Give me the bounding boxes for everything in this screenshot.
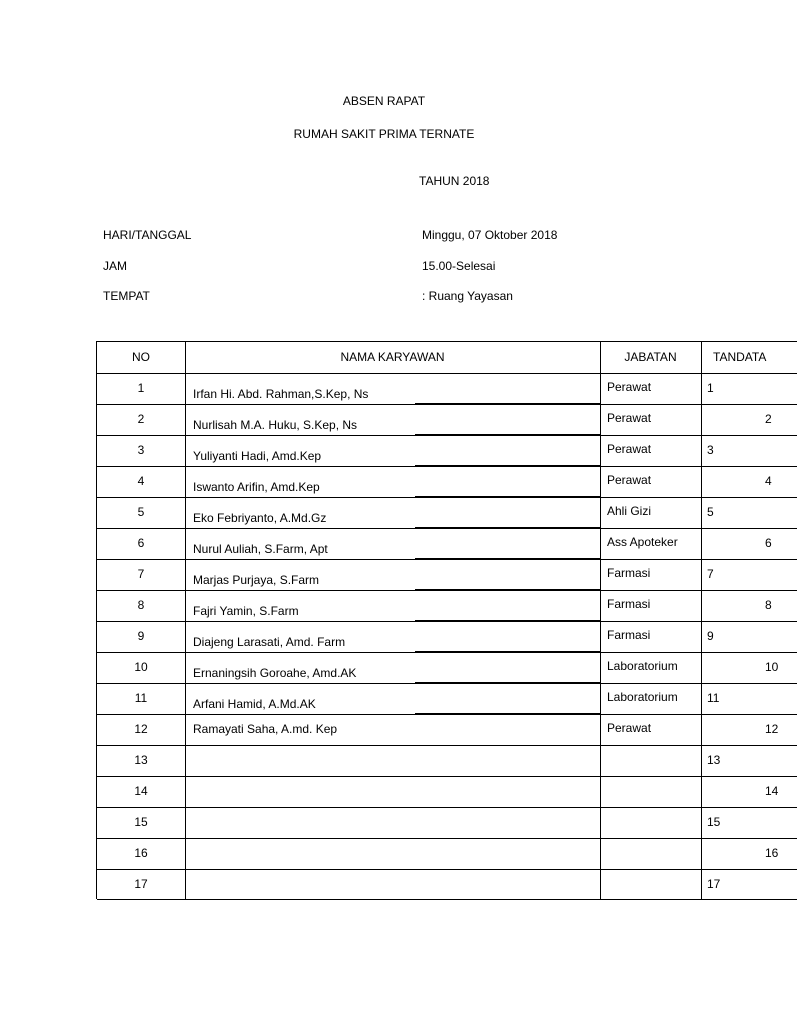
employee-position: Farmasi bbox=[607, 597, 651, 611]
row-divider bbox=[97, 714, 797, 715]
employee-position: Farmasi bbox=[607, 566, 651, 580]
table-bottom-border bbox=[97, 899, 797, 900]
signature-number: 10 bbox=[765, 660, 779, 674]
signature-number: 1 bbox=[707, 381, 714, 395]
signature-number: 7 bbox=[707, 567, 714, 581]
row-divider bbox=[97, 869, 797, 870]
employee-position: Perawat bbox=[607, 442, 652, 456]
info-label-date: HARI/TANGGAL bbox=[103, 228, 192, 242]
document-title: ABSEN RAPAT bbox=[342, 94, 426, 108]
row-divider bbox=[97, 807, 797, 808]
signature-number: 6 bbox=[765, 536, 772, 550]
row-divider bbox=[97, 466, 797, 467]
row-divider bbox=[97, 404, 797, 405]
row-number: 4 bbox=[137, 474, 145, 488]
row-divider bbox=[97, 590, 797, 591]
signature-number: 9 bbox=[707, 629, 714, 643]
row-number: 13 bbox=[134, 753, 148, 767]
employee-position: Perawat bbox=[607, 473, 652, 487]
employee-name: Arfani Hamid, A.Md.AK bbox=[193, 697, 316, 711]
row-divider bbox=[97, 559, 797, 560]
signature-number: 2 bbox=[765, 412, 772, 426]
row-number: 7 bbox=[137, 567, 145, 581]
header-no: NO bbox=[132, 350, 150, 364]
row-divider bbox=[97, 776, 797, 777]
signature-number: 14 bbox=[765, 784, 779, 798]
signature-number: 17 bbox=[707, 877, 721, 891]
info-label-time: JAM bbox=[103, 259, 127, 273]
header-position: JABATAN bbox=[624, 350, 677, 364]
row-number: 3 bbox=[137, 443, 145, 457]
row-number: 8 bbox=[137, 598, 145, 612]
employee-name: Nurlisah M.A. Huku, S.Kep, Ns bbox=[193, 418, 358, 432]
row-number: 17 bbox=[134, 877, 148, 891]
row-number: 9 bbox=[137, 629, 145, 643]
header-name: NAMA KARYAWAN bbox=[340, 350, 445, 364]
row-number: 6 bbox=[137, 536, 145, 550]
info-value-date: Minggu, 07 Oktober 2018 bbox=[422, 228, 558, 242]
signature-number: 4 bbox=[765, 474, 772, 488]
row-divider bbox=[97, 838, 797, 839]
row-divider bbox=[97, 683, 797, 684]
employee-name: Yuliyanti Hadi, Amd.Kep bbox=[193, 449, 322, 463]
row-divider bbox=[97, 528, 797, 529]
employee-position: Ahli Gizi bbox=[607, 504, 652, 518]
employee-position: Ass Apoteker bbox=[607, 535, 678, 549]
signature-number: 15 bbox=[707, 815, 721, 829]
row-number: 1 bbox=[137, 381, 145, 395]
row-number: 5 bbox=[137, 505, 145, 519]
employee-name: Irfan Hi. Abd. Rahman,S.Kep, Ns bbox=[193, 387, 369, 401]
row-number: 15 bbox=[134, 815, 148, 829]
signature-number: 5 bbox=[707, 505, 714, 519]
signature-number: 16 bbox=[765, 846, 779, 860]
employee-name: Iswanto Arifin, Amd.Kep bbox=[193, 480, 320, 494]
header-signature: TANDATA bbox=[713, 350, 767, 364]
employee-name: Fajri Yamin, S.Farm bbox=[193, 604, 299, 618]
row-divider bbox=[97, 497, 797, 498]
employee-position: Laboratorium bbox=[607, 690, 678, 704]
info-label-place: TEMPAT bbox=[103, 289, 150, 303]
employee-name: Marjas Purjaya, S.Farm bbox=[193, 573, 320, 587]
info-value-time: 15.00-Selesai bbox=[422, 259, 496, 273]
document-year: TAHUN 2018 bbox=[419, 174, 490, 188]
signature-number: 13 bbox=[707, 753, 721, 767]
info-value-place: : Ruang Yayasan bbox=[422, 289, 513, 303]
employee-name: Diajeng Larasati, Amd. Farm bbox=[193, 635, 346, 649]
attendance-table bbox=[96, 341, 797, 899]
institution-name: RUMAH SAKIT PRIMA TERNATE bbox=[293, 127, 475, 141]
row-number: 11 bbox=[134, 691, 148, 705]
signature-number: 3 bbox=[707, 443, 714, 457]
row-divider bbox=[97, 621, 797, 622]
employee-position: Laboratorium bbox=[607, 659, 678, 673]
row-number: 10 bbox=[134, 660, 148, 674]
row-divider bbox=[97, 745, 797, 746]
employee-position: Farmasi bbox=[607, 628, 651, 642]
row-number: 2 bbox=[137, 412, 145, 426]
row-number: 12 bbox=[134, 722, 148, 736]
employee-name: Ernaningsih Goroahe, Amd.AK bbox=[193, 666, 357, 680]
employee-position: Perawat bbox=[607, 721, 652, 735]
employee-position: Perawat bbox=[607, 380, 652, 394]
row-divider bbox=[97, 435, 797, 436]
row-number: 16 bbox=[134, 846, 148, 860]
row-number: 14 bbox=[134, 784, 148, 798]
row-divider bbox=[97, 652, 797, 653]
employee-name: Eko Febriyanto, A.Md.Gz bbox=[193, 511, 327, 525]
signature-number: 12 bbox=[765, 722, 779, 736]
row-divider bbox=[97, 373, 797, 374]
employee-name: Ramayati Saha, A.md. Kep bbox=[193, 722, 338, 736]
signature-number: 8 bbox=[765, 598, 772, 612]
signature-number: 11 bbox=[707, 691, 720, 705]
employee-name: Nurul Auliah, S.Farm, Apt bbox=[193, 542, 328, 556]
employee-position: Perawat bbox=[607, 411, 652, 425]
